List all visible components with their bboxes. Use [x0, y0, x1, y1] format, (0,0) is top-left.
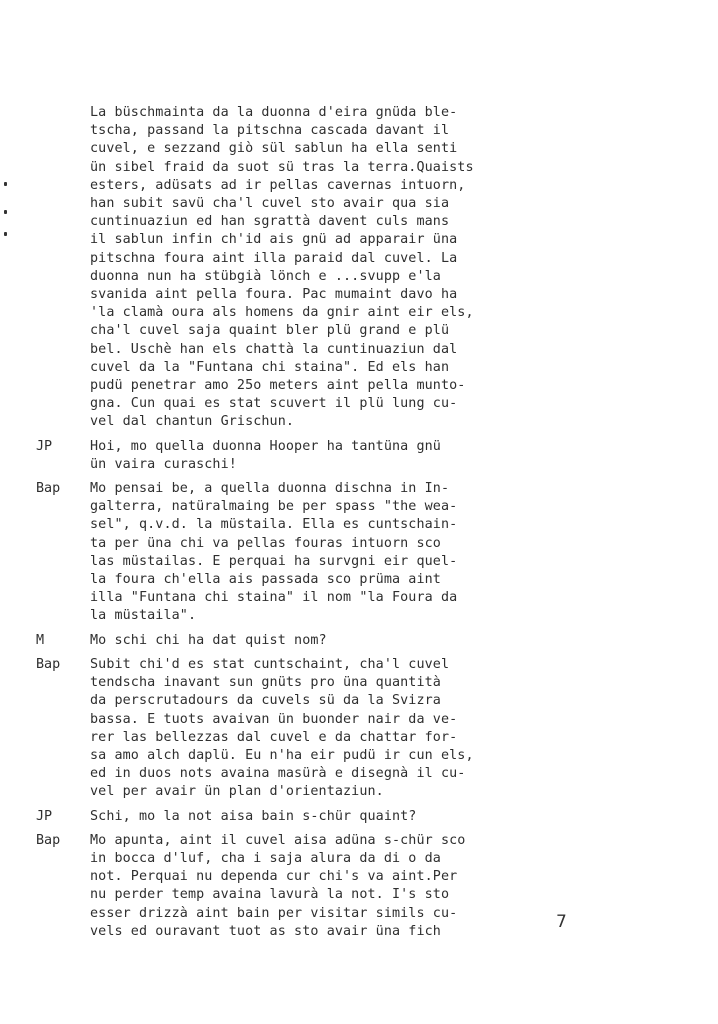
page-number: 7: [556, 912, 567, 932]
text-line: 'la clamà oura als homens da gnir aint eir els,: [90, 305, 474, 321]
text-line: Hoi, mo quella duonna Hooper ha tantüna gnü: [90, 438, 441, 454]
text-line: la müstaila".: [90, 608, 197, 624]
text-line: vels ed ouravant tuot as sto avair üna fich: [90, 923, 441, 939]
text-line: in bocca d'luf, cha i saja alura da di o da: [90, 850, 441, 866]
speaker-label: Bap: [36, 832, 61, 848]
dialogue-entry: [36, 808, 596, 826]
speaker-label: Bap: [36, 656, 61, 672]
entry-text: [90, 656, 596, 802]
text-line: cuvel, e sezzand giò sül sablun ha ella senti: [90, 141, 458, 157]
dialogue-entry: [36, 480, 596, 626]
text-line: ed in duos nots avaina masürà e disegnà il cu-: [90, 766, 466, 782]
text-line: Subit chi'd es stat cuntschaint, cha'l cuvel: [90, 656, 450, 672]
entry-text: [90, 808, 596, 826]
text-line: bassa. E tuots avaivan ün buonder nair da ve-: [90, 711, 458, 727]
text-line: pudü penetrar amo 25o meters aint pella munto-: [90, 378, 466, 394]
text-line: bel. Uschè han els chattà la cuntinuaziun dal: [90, 341, 458, 357]
text-line: cuntinuaziun ed han sgrattà davent culs mans: [90, 214, 450, 230]
text-line: da perscrutadours da cuvels sü da la Svizra: [90, 693, 441, 709]
text-line: vel per avair ün plan d'orientaziun.: [90, 784, 384, 800]
text-line: Mo schi chi ha dat quist nom?: [90, 632, 327, 648]
text-line: rer las bellezzas dal cuvel e da chattar for-: [90, 729, 458, 745]
text-line: tendscha inavant sun gnüts pro üna quantità: [90, 675, 441, 691]
text-line: ün sibel fraid da suot sü tras la terra.Quaists: [90, 159, 474, 175]
entry-text: [90, 632, 596, 650]
text-line: not. Perquai nu dependa cur chi's va aint.Per: [90, 869, 458, 885]
margin-punch-marks: [0, 180, 12, 240]
entry-text: [90, 438, 596, 474]
dialogue-entry: [36, 832, 596, 941]
text-line: sa amo alch daplü. Eu n'ha eir pudü ir cun els,: [90, 747, 474, 763]
text-line: pitschna foura aint illa paraid dal cuvel. La: [90, 250, 458, 266]
text-line: La büschmainta da la duonna d'eira gnüda ble-: [90, 105, 458, 120]
entry-text: [90, 104, 596, 432]
margin-mark: [4, 232, 7, 236]
text-line: il sablun infin ch'id ais gnü ad apparair üna: [90, 232, 458, 248]
text-line: ün vaira curaschi!: [90, 456, 237, 472]
speaker-label: Bap: [36, 481, 61, 497]
text-line: Schi, mo la not aisa bain s-chür quaint?: [90, 808, 417, 824]
text-line: duonna nun ha stübgià lönch e ...svupp e'la: [90, 268, 441, 284]
dialogue-entry: [36, 438, 596, 474]
text-line: cuvel da la "Funtana chi staina". Ed els han: [90, 359, 450, 375]
text-line: la foura ch'ella ais passada sco prüma aint: [90, 572, 441, 588]
text-line: sel", q.v.d. la müstaila. Ella es cuntschain-: [90, 517, 458, 533]
dialogue-entry: [36, 632, 596, 650]
dialogue-entry: [36, 104, 596, 432]
text-line: cha'l cuvel saja quaint bler plü grand e plü: [90, 323, 450, 339]
text-line: esters, adüsats ad ir pellas cavernas intuorn,: [90, 177, 466, 193]
text-line: nu perder temp avaina lavurà la not. I's sto: [90, 887, 450, 903]
margin-mark: [4, 210, 7, 214]
entry-text: [90, 832, 596, 941]
text-line: galterra, natüralmaing be per spass "the wea-: [90, 499, 458, 515]
text-line: Mo pensai be, a quella duonna dischna in In-: [90, 481, 450, 497]
dialogue-entry: [36, 656, 596, 802]
text-line: esser drizzà aint bain per visitar simils cu-: [90, 905, 458, 921]
text-line: han subit savü cha'l cuvel sto avair qua sia: [90, 196, 450, 212]
text-line: svanida aint pella foura. Pac mumaint davo ha: [90, 287, 458, 303]
text-line: Mo apunta, aint il cuvel aisa adüna s-chür sco: [90, 832, 466, 848]
text-line: vel dal chantun Grischun.: [90, 414, 295, 430]
text-line: ta per üna chi va pellas fouras intuorn sco: [90, 535, 441, 551]
text-line: las müstailas. E perquai ha survgni eir quel-: [90, 553, 458, 569]
text-line: tscha, passand la pitschna cascada davant il: [90, 123, 450, 139]
speaker-label: JP: [36, 808, 53, 824]
speaker-label: JP: [36, 438, 53, 454]
margin-mark: [4, 182, 7, 186]
speaker-label: M: [36, 632, 45, 648]
entry-text: [90, 480, 596, 626]
text-line: illa "Funtana chi staina" il nom "la Foura da: [90, 590, 458, 606]
dialogue-transcript: [36, 104, 596, 947]
text-line: gna. Cun quai es stat scuvert il plü lung cu-: [90, 396, 458, 412]
